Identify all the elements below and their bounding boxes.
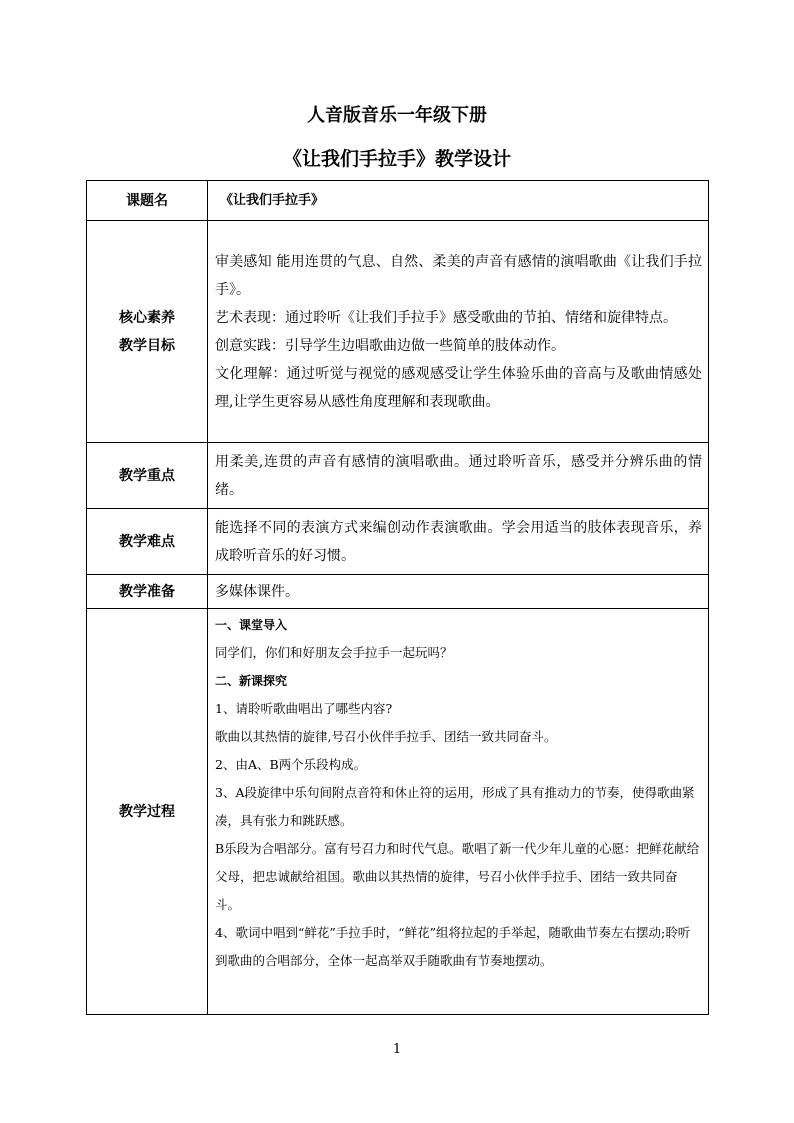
table-row-process: [87, 609, 709, 1015]
value-preparation: 多媒体课件。: [208, 575, 709, 609]
page-number: 1: [392, 1042, 402, 1057]
value-topic: 《让我们手拉手》: [208, 181, 709, 221]
process-line: 1、请聆听歌曲唱出了哪些内容?: [215, 701, 393, 716]
process-line: 3、A段旋律中乐句间附点音符和休止符的运用，形成了具有推动力的节奏，使得歌曲紧凑，具有张力和跳跃感。: [215, 785, 695, 828]
lesson-plan-table: [86, 180, 709, 1015]
goal-cultural: 文化理解：通过听觉与视觉的感观感受让学生体验乐曲的音高与及歌曲情感处理,让学生更容易从感性角度理解和表现歌曲。: [215, 365, 702, 410]
goal-artistic: 艺术表现：通过聆听《让我们手拉手》感受歌曲的节拍、情绪和旋律特点。: [215, 309, 677, 326]
table-row-topic: [87, 181, 709, 221]
label-goals-line1: 核心素养: [119, 309, 175, 326]
process-line: B乐段为合唱部分。富有号召力和时代气息。歌唱了新一代少年儿童的心愿：把鲜花献给父母，把忠诚献给祖国。歌曲以其热情的旋律，号召小伙伴手拉手、团结一致共同奋斗。: [215, 841, 700, 912]
label-goals-line2: 教学目标: [119, 337, 175, 354]
label-difficulties: 教学难点: [87, 509, 208, 575]
process-section-explore: 二、新课探究: [215, 674, 288, 688]
goal-aesthetic: 审美感知 能用连贯的气息、自然、柔美的声音有感情的演唱歌曲《让我们手拉手》。: [215, 253, 702, 298]
label-preparation: 教学准备: [87, 575, 208, 609]
process-line: 歌曲以其热情的旋律,号召小伙伴手拉手、团结一致共同奋斗。: [215, 729, 557, 744]
process-line: 4、歌词中唱到“鲜花”手拉手时，“鲜花”组将拉起的手举起，随歌曲节奏左右摆动;聆听到歌曲的合唱部分，全体一起高举双手随歌曲有节奏地摆动。: [215, 925, 691, 968]
process-line: 2、由A、B两个乐段构成。: [215, 757, 367, 772]
table-row-difficulties: [87, 509, 709, 575]
label-topic: 课题名: [87, 181, 208, 221]
label-process: 教学过程: [87, 609, 208, 1015]
process-section-intro: 一、课堂导入: [215, 618, 288, 632]
table-row-goals: [87, 221, 709, 443]
table-row-preparation: [87, 575, 709, 609]
value-key-points: 用柔美,连贯的声音有感情的演唱歌曲。通过聆听音乐，感受并分辨乐曲的情绪。: [208, 443, 709, 509]
process-line: 同学们，你们和好朋友会手拉手一起玩吗？: [215, 645, 453, 660]
document-subtitle: 《让我们手拉手》教学设计: [282, 148, 511, 170]
label-key-points: 教学重点: [87, 443, 208, 509]
document-title: 人音版音乐一年级下册: [307, 105, 487, 126]
value-difficulties: 能选择不同的表演方式来编创动作表演歌曲。学会用适当的肢体表现音乐，养成聆听音乐的好习惯。: [208, 509, 709, 575]
value-goals: [208, 221, 709, 443]
label-goals: [87, 221, 208, 443]
table-row-key-points: [87, 443, 709, 509]
goal-creative: 创意实践：引导学生边唱歌曲边做一些简单的肢体动作。: [215, 337, 565, 354]
value-process: [208, 609, 709, 1015]
